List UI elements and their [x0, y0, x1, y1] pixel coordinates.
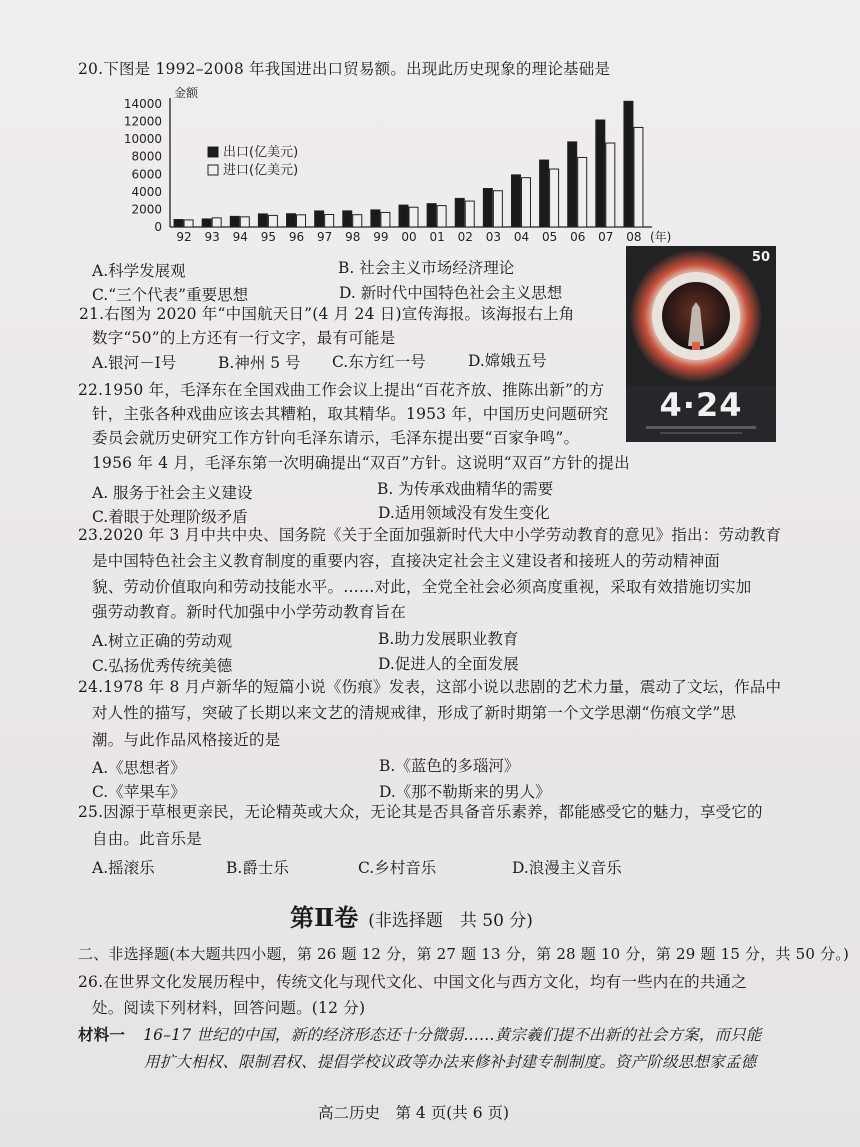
q26-material-line-1 — [78, 1023, 762, 1045]
x-tick-label-00: 00 — [401, 230, 417, 244]
import-bar-98 — [353, 215, 362, 227]
export-bar-95 — [258, 214, 267, 227]
trade-bar-chart — [120, 82, 700, 254]
export-bar-08 — [624, 101, 633, 227]
export-bar-93 — [202, 219, 211, 227]
x-tick-label-03: 03 — [485, 230, 501, 244]
q23-option-d: D.促进人的全面发展 — [378, 655, 519, 673]
y-axis-label: 金额 — [174, 86, 199, 100]
section-2-header — [290, 898, 533, 933]
q22-stem-line-1: 22.1950 年，毛泽东在全国戏曲工作会议上提出“百花齐放、推陈出新”的方 — [78, 381, 605, 399]
x-axis-label: (年) — [650, 230, 672, 244]
q25-option-c: C.乡村音乐 — [358, 859, 437, 877]
q23-option-b: B.助力发展职业教育 — [378, 630, 519, 648]
import-bar-03 — [493, 191, 502, 227]
q25-option-a: A.摇滚乐 — [92, 859, 155, 877]
x-tick-label-95: 95 — [260, 230, 277, 244]
q23-option-a: A.树立正确的劳动观 — [92, 632, 233, 650]
q23-stem-line-1: 23.2020 年 3 月中共中央、国务院《关于全面加强新时代大中小学劳动教育的意见》指出：劳动教育 — [78, 526, 782, 544]
x-tick-label-97: 97 — [317, 230, 333, 244]
q21-option-a: A.银河－Ⅰ号 — [92, 354, 177, 372]
x-tick-label-06: 06 — [570, 230, 586, 244]
q20-option-b: B. 社会主义市场经济理论 — [338, 259, 515, 277]
import-bar-92 — [184, 220, 193, 227]
legend-label-1: 进口(亿美元) — [223, 163, 299, 178]
q22-stem-line-2: 针，主张各种戏曲应该去其糟粕，取其精华。1953 年，中国历史问题研究 — [92, 405, 609, 423]
y-tick-label-5: 10000 — [123, 132, 162, 147]
import-bar-05 — [550, 169, 559, 227]
x-tick-label-94: 94 — [232, 230, 248, 244]
import-bar-96 — [297, 215, 306, 227]
q24-stem-line-1: 24.1978 年 8 月卢新华的短篇小说《伤痕》发表，这部小说以悲剧的艺术力量，震动了文坛，作品中 — [78, 678, 782, 696]
space-day-poster — [626, 246, 776, 442]
x-tick-label-01: 01 — [429, 230, 445, 244]
export-bar-02 — [455, 198, 464, 227]
import-bar-01 — [437, 206, 446, 227]
import-bar-06 — [578, 157, 587, 227]
section-2-instruction: 二、非选择题(本大题共四小题，第 26 题 12 分，第 27 题 13 分，第 28 题 10 分，第 29 题 15 分，共 50 分。) — [78, 945, 850, 963]
export-bar-01 — [427, 204, 436, 227]
section-2-title: 第Ⅱ卷 — [290, 903, 359, 932]
q25-option-b: B.爵士乐 — [226, 859, 289, 877]
import-bar-93 — [212, 218, 221, 227]
y-tick-label-4: 8000 — [131, 149, 162, 164]
import-bar-08 — [634, 127, 643, 227]
y-tick-label-1: 2000 — [131, 202, 162, 217]
import-bar-07 — [606, 143, 615, 227]
q24-option-c: C.《苹果车》 — [92, 783, 186, 801]
page-footer: 高二历史 第 4 页(共 6 页) — [318, 1104, 510, 1122]
x-tick-label-07: 07 — [598, 230, 614, 244]
import-bar-95 — [268, 215, 277, 227]
q24-stem-line-3: 潮。与此作品风格接近的是 — [92, 731, 281, 749]
y-tick-label-7: 14000 — [123, 97, 162, 111]
q22-option-d: D.适用领域没有发生变化 — [378, 504, 550, 522]
legend-swatch-0 — [208, 147, 218, 157]
x-tick-label-93: 93 — [204, 230, 220, 244]
export-bar-92 — [174, 220, 183, 227]
q21-stem-line-2: 数字“50”的上方还有一行文字，最有可能是 — [92, 329, 396, 347]
export-bar-98 — [343, 211, 352, 227]
y-tick-label-3: 6000 — [131, 167, 162, 182]
export-bar-06 — [568, 142, 577, 227]
q26-stem-line-2: 处。阅读下列材料，回答问题。(12 分) — [92, 999, 366, 1017]
q24-option-d: D.《那不勒斯来的男人》 — [379, 783, 551, 801]
q20-option-d: D. 新时代中国特色社会主义思想 — [339, 284, 563, 302]
q24-option-a: A.《思想者》 — [92, 759, 186, 777]
x-tick-label-99: 99 — [373, 230, 389, 244]
x-tick-label-08: 08 — [626, 230, 642, 244]
q23-stem-line-2: 是中国特色社会主义教育制度的重要内容，直接决定社会主义建设者和接班人的劳动精神面 — [92, 552, 721, 570]
q22-option-a: A. 服务于社会主义建设 — [92, 484, 253, 502]
x-tick-label-96: 96 — [288, 230, 305, 244]
poster-date: 4·24 — [659, 386, 743, 424]
poster-number-50: 50 — [751, 250, 770, 265]
x-tick-label-05: 05 — [541, 230, 558, 244]
q23-stem-line-4: 强劳动教育。新时代加强中小学劳动教育旨在 — [92, 603, 407, 621]
export-bar-05 — [540, 160, 549, 227]
q26-stem-line-1: 26.在世界文化发展历程中，传统文化与现代文化、中国文化与西方文化，均有一些内在的共通之 — [78, 973, 747, 991]
material-1-text-1: 16–17 世纪的中国，新的经济形态还十分微弱……黄宗羲们提不出新的社会方案，而只能 — [143, 1026, 762, 1044]
q26-material-line-2: 用扩大相权、限制君权、提倡学校议政等办法来修补封建专制制度。资产阶级思想家孟德 — [144, 1053, 757, 1071]
q21-option-c: C.东方红一号 — [332, 353, 426, 371]
q23-stem-line-3: 貌、劳动价值取向和劳动技能水平。……对此，全党全社会必须高度重视，采取有效措施切实加 — [92, 578, 752, 596]
import-bar-97 — [325, 214, 334, 227]
export-bar-99 — [371, 210, 380, 227]
import-bar-00 — [409, 207, 418, 227]
q22-option-b: B. 为传承戏曲精华的需要 — [377, 480, 554, 498]
q21-option-b: B.神州 5 号 — [218, 354, 301, 372]
import-bar-94 — [240, 217, 249, 227]
export-bar-07 — [596, 120, 605, 227]
x-tick-label-92: 92 — [176, 230, 192, 244]
q20-option-c: C.“三个代表”重要思想 — [92, 286, 249, 304]
export-bar-97 — [315, 211, 324, 227]
x-tick-label-04: 04 — [513, 230, 530, 244]
q24-stem-line-2: 对人性的描写，突破了长期以来文艺的清规戒律，形成了新时期第一个文学思潮“伤痕文学”思 — [92, 704, 737, 722]
export-bar-96 — [287, 214, 296, 227]
legend-swatch-1 — [208, 165, 218, 175]
q20-option-a: A.科学发展观 — [92, 262, 186, 280]
export-bar-04 — [511, 175, 520, 227]
q25-stem-line-2: 自由。此音乐是 — [92, 830, 202, 848]
y-tick-label-6: 12000 — [123, 114, 162, 129]
q20-stem: 20.下图是 1992–2008 年我国进出口贸易额。出现此历史现象的理论基础是 — [78, 60, 611, 78]
section-2-subtitle: (非选择题 共 50 分) — [368, 911, 533, 931]
q22-stem-line-3: 委员会就历史研究工作方针向毛泽东请示，毛泽东提出要“百家争鸣”。 — [92, 429, 580, 447]
q21-option-d: D.嫦娥五号 — [468, 352, 547, 370]
q22-option-c: C.着眼于处理阶级矛盾 — [92, 508, 248, 526]
import-bar-04 — [521, 178, 530, 227]
q25-option-d: D.浪漫主义音乐 — [512, 859, 622, 877]
legend-label-0: 出口(亿美元) — [223, 145, 299, 160]
import-bar-99 — [381, 212, 390, 227]
q24-option-b: B.《蓝色的多瑙河》 — [379, 757, 520, 775]
export-bar-03 — [483, 189, 492, 227]
q25-stem-line-1: 25.因源于草根更亲民，无论精英或大众，无论其是否具备音乐素养，都能感受它的魅力，享受它的 — [78, 803, 763, 821]
import-bar-02 — [465, 201, 474, 227]
export-bar-00 — [399, 205, 408, 227]
x-tick-label-02: 02 — [457, 230, 473, 244]
export-bar-94 — [230, 216, 239, 227]
material-1-label: 材料一 — [78, 1025, 126, 1044]
y-tick-label-2: 4000 — [131, 184, 162, 199]
q22-stem-line-4: 1956 年 4 月，毛泽东第一次明确提出“双百”方针。这说明“双百”方针的提出 — [92, 454, 630, 472]
q23-option-c: C.弘扬优秀传统美德 — [92, 657, 233, 675]
x-tick-label-98: 98 — [345, 230, 361, 244]
q21-stem-line-1: 21.右图为 2020 年“中国航天日”(4 月 24 日)宣传海报。该海报右上角 — [79, 305, 575, 323]
y-tick-label-0: 0 — [154, 220, 162, 234]
